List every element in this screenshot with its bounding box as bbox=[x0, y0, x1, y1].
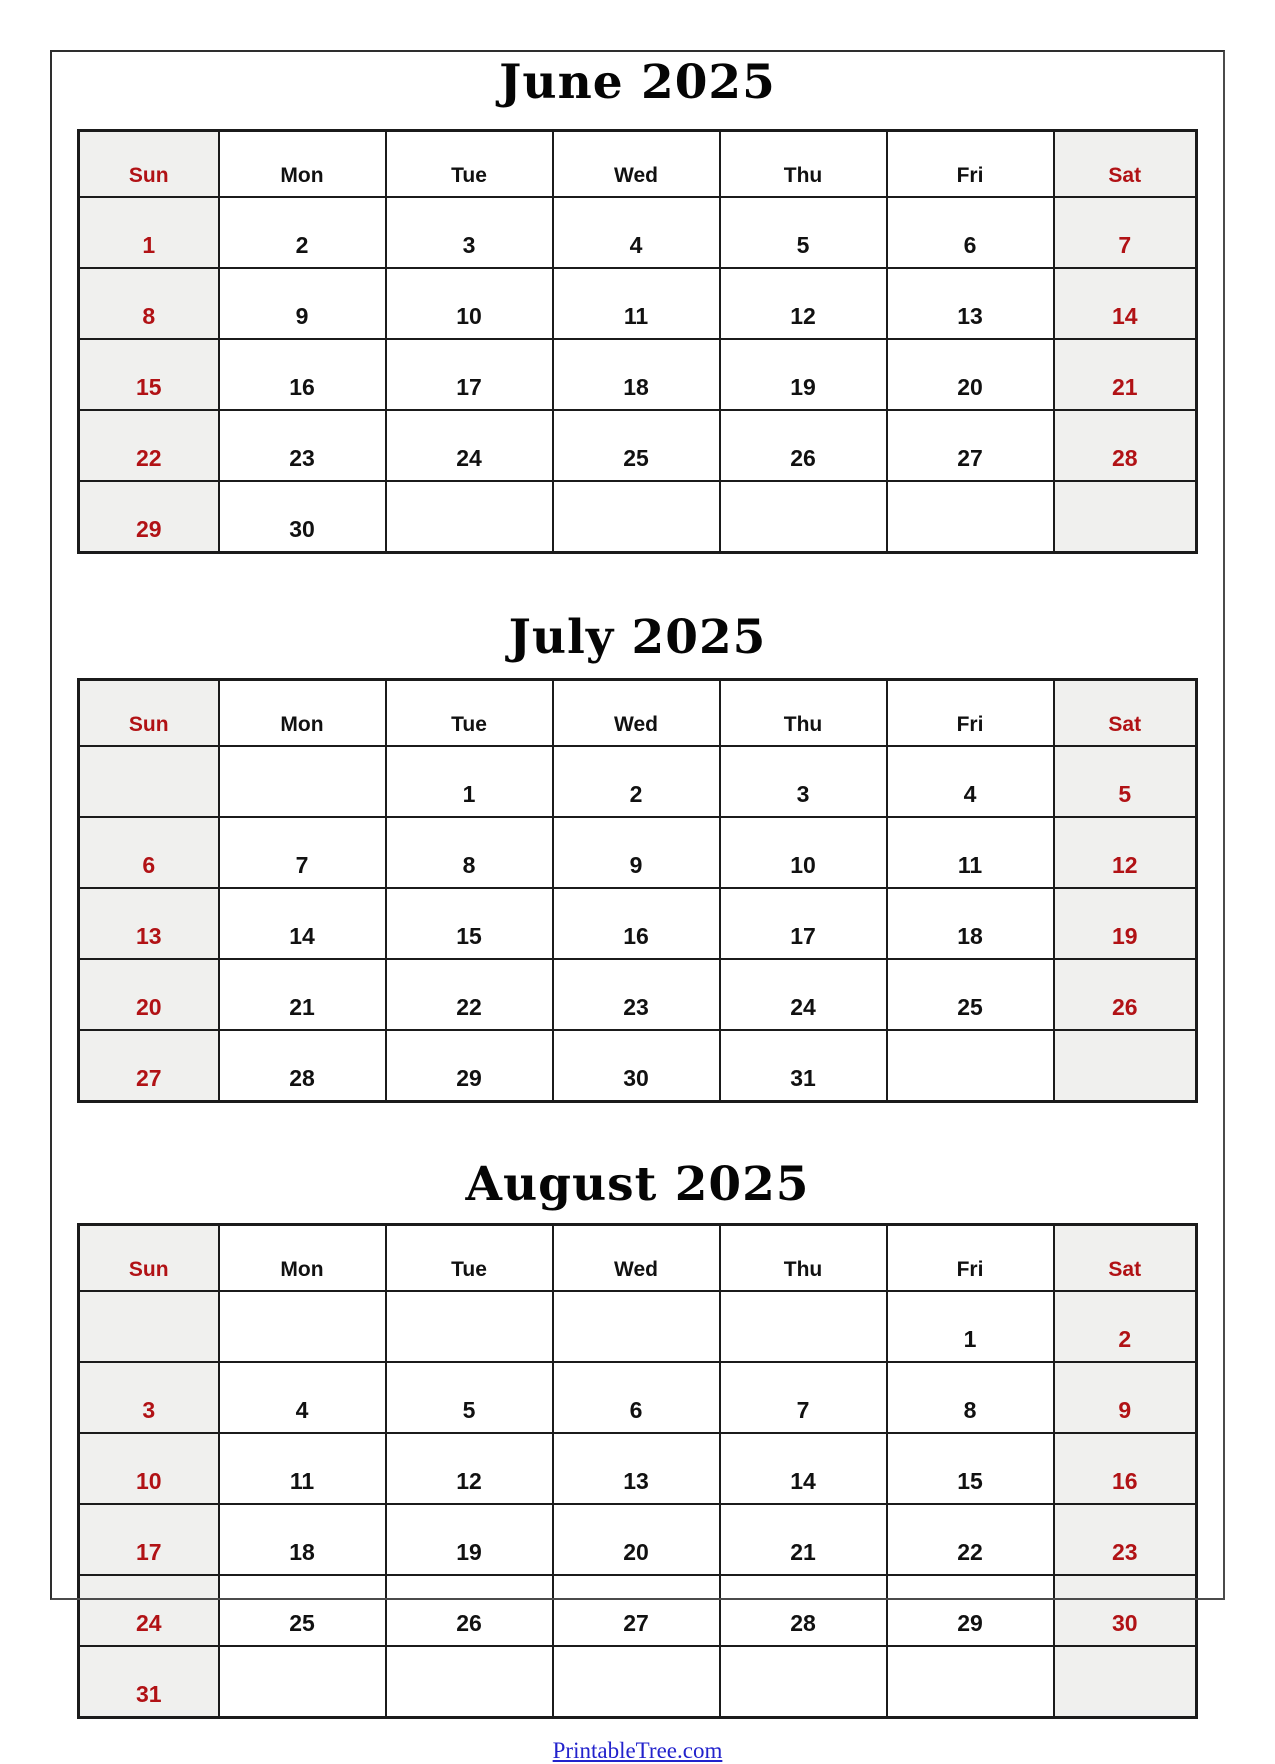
day-cell: 22 bbox=[386, 959, 553, 1030]
day-cell: 28 bbox=[1054, 410, 1197, 481]
weekday-header-sun: Sun bbox=[79, 680, 219, 747]
day-cell: 18 bbox=[553, 339, 720, 410]
day-cell: 2 bbox=[1054, 1291, 1197, 1362]
day-cell: 4 bbox=[553, 197, 720, 268]
day-cell: 8 bbox=[386, 817, 553, 888]
day-cell bbox=[1054, 481, 1197, 553]
day-cell: 6 bbox=[553, 1362, 720, 1433]
day-cell: 29 bbox=[386, 1030, 553, 1102]
august-title: August 2025 bbox=[465, 1157, 810, 1212]
weekday-header-row bbox=[79, 131, 1197, 198]
weekday-header-fri: Fri bbox=[887, 131, 1054, 198]
day-cell: 27 bbox=[553, 1575, 720, 1646]
day-cell: 18 bbox=[219, 1504, 386, 1575]
day-cell: 6 bbox=[887, 197, 1054, 268]
day-cell: 21 bbox=[219, 959, 386, 1030]
week-row bbox=[79, 817, 1197, 888]
day-cell: 24 bbox=[386, 410, 553, 481]
day-cell: 13 bbox=[553, 1433, 720, 1504]
day-cell: 23 bbox=[1054, 1504, 1197, 1575]
day-cell: 19 bbox=[720, 339, 887, 410]
day-cell: 12 bbox=[1054, 817, 1197, 888]
july-title: July 2025 bbox=[508, 610, 767, 665]
august-calendar bbox=[77, 1223, 1198, 1719]
week-row bbox=[79, 1362, 1197, 1433]
day-cell bbox=[553, 481, 720, 553]
day-cell: 9 bbox=[1054, 1362, 1197, 1433]
day-cell: 7 bbox=[219, 817, 386, 888]
week-row bbox=[79, 1291, 1197, 1362]
week-row bbox=[79, 1504, 1197, 1575]
day-cell: 9 bbox=[219, 268, 386, 339]
day-cell bbox=[386, 481, 553, 553]
day-cell: 9 bbox=[553, 817, 720, 888]
day-cell: 15 bbox=[887, 1433, 1054, 1504]
week-row bbox=[79, 339, 1197, 410]
day-cell: 7 bbox=[1054, 197, 1197, 268]
day-cell: 17 bbox=[386, 339, 553, 410]
weekday-header-sun: Sun bbox=[79, 131, 219, 198]
day-cell: 19 bbox=[386, 1504, 553, 1575]
day-cell: 15 bbox=[79, 339, 219, 410]
day-cell: 3 bbox=[720, 746, 887, 817]
day-cell bbox=[1054, 1030, 1197, 1102]
day-cell bbox=[720, 1646, 887, 1718]
day-cell: 22 bbox=[887, 1504, 1054, 1575]
day-cell: 26 bbox=[386, 1575, 553, 1646]
weekday-header-mon: Mon bbox=[219, 1225, 386, 1292]
weekday-header-tue: Tue bbox=[386, 1225, 553, 1292]
day-cell bbox=[219, 1291, 386, 1362]
day-cell: 10 bbox=[79, 1433, 219, 1504]
week-row bbox=[79, 197, 1197, 268]
day-cell bbox=[79, 746, 219, 817]
day-cell: 29 bbox=[79, 481, 219, 553]
day-cell bbox=[887, 1030, 1054, 1102]
day-cell: 16 bbox=[553, 888, 720, 959]
day-cell: 27 bbox=[887, 410, 1054, 481]
day-cell: 23 bbox=[553, 959, 720, 1030]
day-cell: 2 bbox=[553, 746, 720, 817]
day-cell bbox=[553, 1291, 720, 1362]
day-cell: 17 bbox=[79, 1504, 219, 1575]
printabletree-link[interactable]: PrintableTree.com bbox=[552, 1738, 723, 1763]
week-row bbox=[79, 888, 1197, 959]
day-cell: 14 bbox=[1054, 268, 1197, 339]
day-cell: 21 bbox=[1054, 339, 1197, 410]
day-cell bbox=[720, 481, 887, 553]
day-cell: 6 bbox=[79, 817, 219, 888]
day-cell: 5 bbox=[1054, 746, 1197, 817]
weekday-header-wed: Wed bbox=[553, 131, 720, 198]
week-row bbox=[79, 1646, 1197, 1718]
week-row bbox=[79, 746, 1197, 817]
day-cell: 30 bbox=[219, 481, 386, 553]
week-row bbox=[79, 1575, 1197, 1646]
day-cell: 5 bbox=[720, 197, 887, 268]
day-cell: 24 bbox=[79, 1575, 219, 1646]
weekday-header-thu: Thu bbox=[720, 680, 887, 747]
day-cell: 1 bbox=[887, 1291, 1054, 1362]
week-row bbox=[79, 410, 1197, 481]
day-cell: 25 bbox=[219, 1575, 386, 1646]
weekday-header-wed: Wed bbox=[553, 1225, 720, 1292]
july-calendar bbox=[77, 678, 1198, 1103]
week-row bbox=[79, 959, 1197, 1030]
day-cell: 20 bbox=[79, 959, 219, 1030]
weekday-header-row bbox=[79, 680, 1197, 747]
weekday-header-sun: Sun bbox=[79, 1225, 219, 1292]
weekday-header-mon: Mon bbox=[219, 680, 386, 747]
day-cell: 18 bbox=[887, 888, 1054, 959]
day-cell bbox=[553, 1646, 720, 1718]
day-cell: 10 bbox=[386, 268, 553, 339]
day-cell: 30 bbox=[1054, 1575, 1197, 1646]
weekday-header-tue: Tue bbox=[386, 680, 553, 747]
day-cell: 10 bbox=[720, 817, 887, 888]
weekday-header-fri: Fri bbox=[887, 1225, 1054, 1292]
day-cell bbox=[887, 1646, 1054, 1718]
day-cell bbox=[1054, 1646, 1197, 1718]
day-cell: 13 bbox=[79, 888, 219, 959]
weekday-header-thu: Thu bbox=[720, 131, 887, 198]
weekday-header-wed: Wed bbox=[553, 680, 720, 747]
day-cell: 2 bbox=[219, 197, 386, 268]
day-cell: 12 bbox=[386, 1433, 553, 1504]
day-cell: 8 bbox=[79, 268, 219, 339]
weekday-header-fri: Fri bbox=[887, 680, 1054, 747]
day-cell bbox=[79, 1291, 219, 1362]
weekday-header-sat: Sat bbox=[1054, 131, 1197, 198]
day-cell: 7 bbox=[720, 1362, 887, 1433]
day-cell: 31 bbox=[720, 1030, 887, 1102]
day-cell: 16 bbox=[1054, 1433, 1197, 1504]
day-cell: 26 bbox=[1054, 959, 1197, 1030]
day-cell: 20 bbox=[553, 1504, 720, 1575]
day-cell bbox=[720, 1291, 887, 1362]
weekday-header-sat: Sat bbox=[1054, 1225, 1197, 1292]
day-cell: 14 bbox=[720, 1433, 887, 1504]
footer bbox=[0, 1738, 1275, 1764]
day-cell: 3 bbox=[386, 197, 553, 268]
day-cell bbox=[386, 1291, 553, 1362]
day-cell: 11 bbox=[887, 817, 1054, 888]
day-cell: 13 bbox=[887, 268, 1054, 339]
week-row bbox=[79, 1433, 1197, 1504]
day-cell: 30 bbox=[553, 1030, 720, 1102]
day-cell bbox=[219, 746, 386, 817]
weekday-header-row bbox=[79, 1225, 1197, 1292]
day-cell: 4 bbox=[219, 1362, 386, 1433]
day-cell: 28 bbox=[219, 1030, 386, 1102]
day-cell: 15 bbox=[386, 888, 553, 959]
day-cell: 24 bbox=[720, 959, 887, 1030]
week-row bbox=[79, 481, 1197, 553]
day-cell: 22 bbox=[79, 410, 219, 481]
june-title: June 2025 bbox=[499, 55, 776, 110]
day-cell: 3 bbox=[79, 1362, 219, 1433]
day-cell: 16 bbox=[219, 339, 386, 410]
day-cell: 31 bbox=[79, 1646, 219, 1718]
day-cell: 8 bbox=[887, 1362, 1054, 1433]
day-cell: 14 bbox=[219, 888, 386, 959]
day-cell: 1 bbox=[79, 197, 219, 268]
day-cell: 11 bbox=[219, 1433, 386, 1504]
weekday-header-sat: Sat bbox=[1054, 680, 1197, 747]
week-row bbox=[79, 1030, 1197, 1102]
day-cell: 25 bbox=[553, 410, 720, 481]
day-cell: 4 bbox=[887, 746, 1054, 817]
weekday-header-tue: Tue bbox=[386, 131, 553, 198]
day-cell: 19 bbox=[1054, 888, 1197, 959]
day-cell bbox=[386, 1646, 553, 1718]
day-cell: 17 bbox=[720, 888, 887, 959]
day-cell: 20 bbox=[887, 339, 1054, 410]
day-cell: 27 bbox=[79, 1030, 219, 1102]
day-cell: 11 bbox=[553, 268, 720, 339]
week-row bbox=[79, 268, 1197, 339]
day-cell: 23 bbox=[219, 410, 386, 481]
day-cell: 25 bbox=[887, 959, 1054, 1030]
weekday-header-thu: Thu bbox=[720, 1225, 887, 1292]
day-cell: 5 bbox=[386, 1362, 553, 1433]
day-cell: 28 bbox=[720, 1575, 887, 1646]
day-cell: 21 bbox=[720, 1504, 887, 1575]
day-cell: 1 bbox=[386, 746, 553, 817]
day-cell: 29 bbox=[887, 1575, 1054, 1646]
day-cell bbox=[219, 1646, 386, 1718]
june-calendar bbox=[77, 129, 1198, 554]
day-cell: 26 bbox=[720, 410, 887, 481]
day-cell: 12 bbox=[720, 268, 887, 339]
day-cell bbox=[887, 481, 1054, 553]
weekday-header-mon: Mon bbox=[219, 131, 386, 198]
